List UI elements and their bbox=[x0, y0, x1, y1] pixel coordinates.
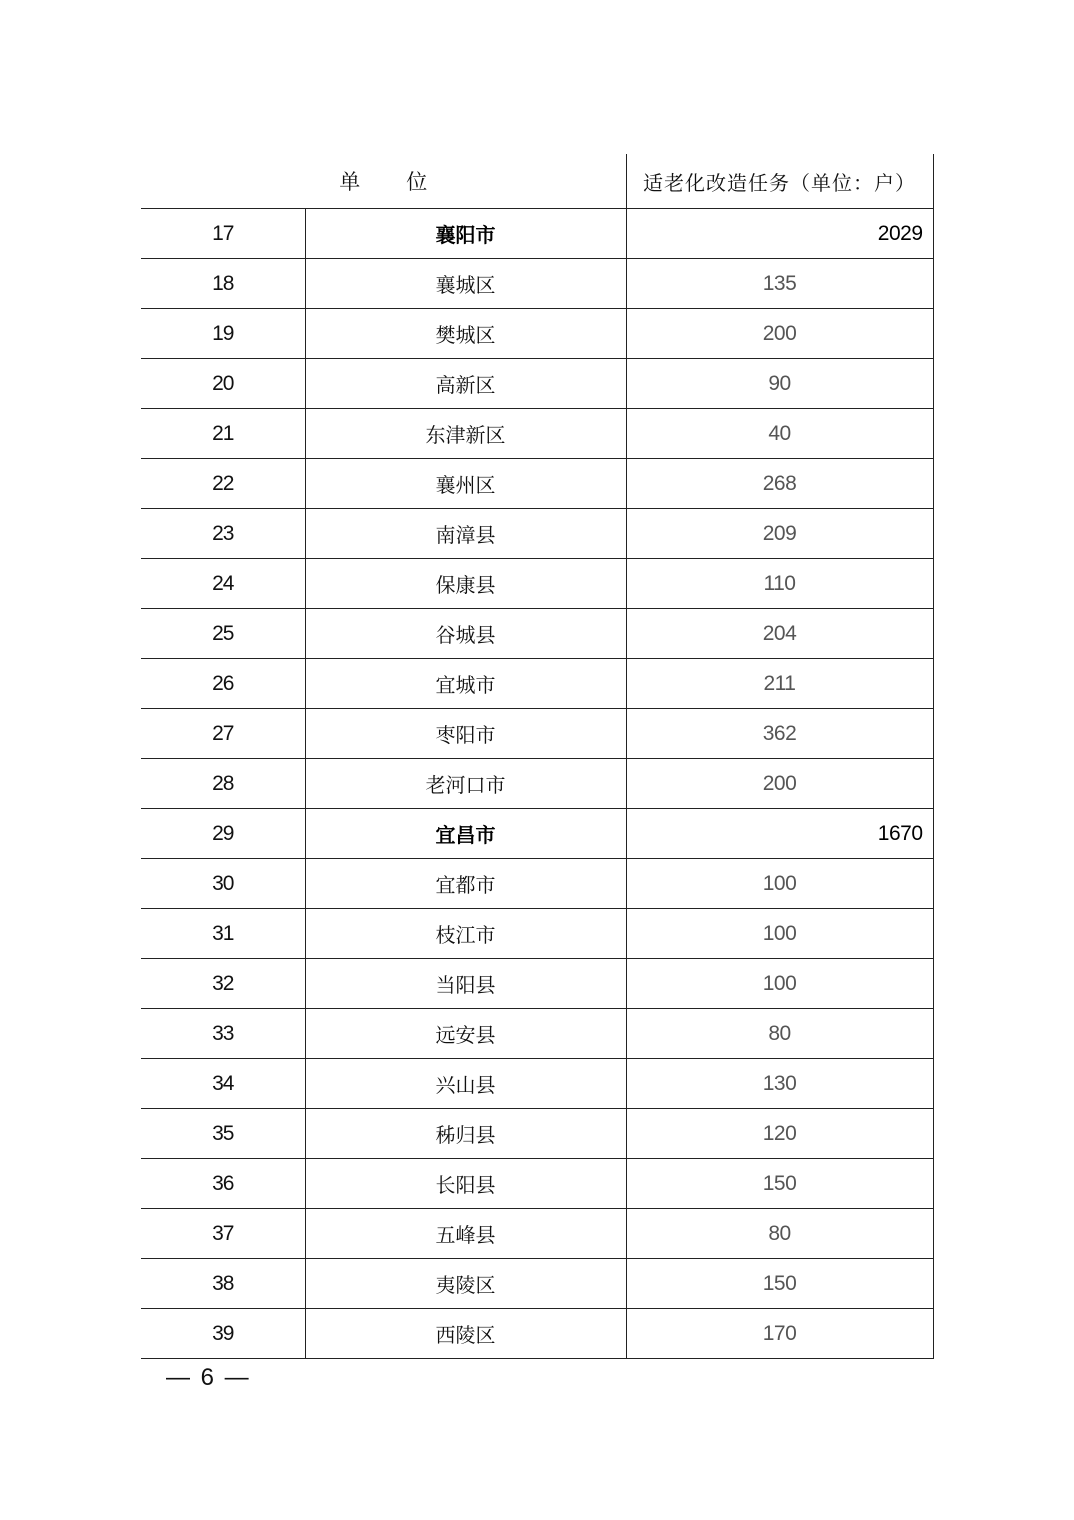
task-value-cell: 170 bbox=[626, 1309, 933, 1359]
table-row bbox=[141, 1009, 933, 1059]
unit-name-cell: 高新区 bbox=[305, 359, 626, 409]
row-index-cell: 17 bbox=[141, 209, 305, 259]
row-index-cell: 29 bbox=[141, 809, 305, 859]
task-value-cell: 80 bbox=[626, 1009, 933, 1059]
task-value-cell: 211 bbox=[626, 659, 933, 709]
table-row bbox=[141, 259, 933, 309]
task-value-cell: 204 bbox=[626, 609, 933, 659]
unit-name-cell: 东津新区 bbox=[305, 409, 626, 459]
table-row bbox=[141, 1209, 933, 1259]
task-value-cell: 1670 bbox=[626, 809, 933, 859]
table-row bbox=[141, 859, 933, 909]
unit-name-cell: 樊城区 bbox=[305, 309, 626, 359]
unit-name-cell: 宜城市 bbox=[305, 659, 626, 709]
table-row bbox=[141, 609, 933, 659]
row-index-cell: 39 bbox=[141, 1309, 305, 1359]
task-value-cell: 100 bbox=[626, 859, 933, 909]
table-row bbox=[141, 359, 933, 409]
unit-name-cell: 五峰县 bbox=[305, 1209, 626, 1259]
unit-name-cell: 谷城县 bbox=[305, 609, 626, 659]
task-value-cell: 100 bbox=[626, 909, 933, 959]
task-value-cell: 150 bbox=[626, 1159, 933, 1209]
row-index-cell: 32 bbox=[141, 959, 305, 1009]
task-value-cell: 135 bbox=[626, 259, 933, 309]
unit-name-cell: 襄城区 bbox=[305, 259, 626, 309]
table-header-row bbox=[141, 154, 933, 209]
row-index-cell: 37 bbox=[141, 1209, 305, 1259]
task-value-cell: 362 bbox=[626, 709, 933, 759]
row-index-cell: 18 bbox=[141, 259, 305, 309]
city-subtotal-row bbox=[141, 809, 933, 859]
table-row bbox=[141, 309, 933, 359]
task-value-cell: 2029 bbox=[626, 209, 933, 259]
task-value-cell: 110 bbox=[626, 559, 933, 609]
task-value-cell: 200 bbox=[626, 759, 933, 809]
task-value-cell: 268 bbox=[626, 459, 933, 509]
row-index-cell: 38 bbox=[141, 1259, 305, 1309]
row-index-cell: 24 bbox=[141, 559, 305, 609]
unit-name-cell: 保康县 bbox=[305, 559, 626, 609]
row-index-cell: 23 bbox=[141, 509, 305, 559]
task-value-cell: 200 bbox=[626, 309, 933, 359]
table-body bbox=[141, 209, 933, 1359]
unit-name-cell: 当阳县 bbox=[305, 959, 626, 1009]
table-row bbox=[141, 1309, 933, 1359]
task-column-header: 适老化改造任务（单位：户） bbox=[626, 154, 933, 209]
task-value-cell: 209 bbox=[626, 509, 933, 559]
table-row bbox=[141, 659, 933, 709]
unit-name-cell: 襄阳市 bbox=[305, 209, 626, 259]
task-value-cell: 80 bbox=[626, 1209, 933, 1259]
table-row bbox=[141, 1059, 933, 1109]
table-row bbox=[141, 759, 933, 809]
row-index-cell: 28 bbox=[141, 759, 305, 809]
row-index-cell: 22 bbox=[141, 459, 305, 509]
table-row bbox=[141, 909, 933, 959]
task-value-cell: 90 bbox=[626, 359, 933, 409]
row-index-cell: 36 bbox=[141, 1159, 305, 1209]
table-row bbox=[141, 509, 933, 559]
table-row bbox=[141, 459, 933, 509]
unit-name-cell: 西陵区 bbox=[305, 1309, 626, 1359]
unit-name-cell: 老河口市 bbox=[305, 759, 626, 809]
unit-name-cell: 宜昌市 bbox=[305, 809, 626, 859]
row-index-cell: 20 bbox=[141, 359, 305, 409]
row-index-cell: 26 bbox=[141, 659, 305, 709]
unit-header-part1: 单 bbox=[339, 170, 361, 194]
table-row bbox=[141, 1259, 933, 1309]
task-value-cell: 120 bbox=[626, 1109, 933, 1159]
unit-name-cell: 远安县 bbox=[305, 1009, 626, 1059]
unit-header-part2: 位 bbox=[406, 170, 428, 194]
row-index-cell: 19 bbox=[141, 309, 305, 359]
city-subtotal-row bbox=[141, 209, 933, 259]
unit-name-cell: 宜都市 bbox=[305, 859, 626, 909]
row-index-cell: 33 bbox=[141, 1009, 305, 1059]
unit-name-cell: 秭归县 bbox=[305, 1109, 626, 1159]
row-index-cell: 35 bbox=[141, 1109, 305, 1159]
row-index-cell: 25 bbox=[141, 609, 305, 659]
unit-name-cell: 襄州区 bbox=[305, 459, 626, 509]
unit-name-cell: 枣阳市 bbox=[305, 709, 626, 759]
table-row bbox=[141, 409, 933, 459]
unit-name-cell: 南漳县 bbox=[305, 509, 626, 559]
table-row bbox=[141, 1109, 933, 1159]
task-value-cell: 40 bbox=[626, 409, 933, 459]
row-index-cell: 31 bbox=[141, 909, 305, 959]
unit-name-cell: 枝江市 bbox=[305, 909, 626, 959]
unit-name-cell: 长阳县 bbox=[305, 1159, 626, 1209]
row-index-cell: 27 bbox=[141, 709, 305, 759]
task-value-cell: 130 bbox=[626, 1059, 933, 1109]
unit-name-cell: 兴山县 bbox=[305, 1059, 626, 1109]
row-index-cell: 34 bbox=[141, 1059, 305, 1109]
row-index-cell: 30 bbox=[141, 859, 305, 909]
row-index-cell: 21 bbox=[141, 409, 305, 459]
unit-column-header bbox=[141, 154, 626, 209]
table-row bbox=[141, 709, 933, 759]
table-row bbox=[141, 959, 933, 1009]
task-value-cell: 150 bbox=[626, 1259, 933, 1309]
renovation-task-table bbox=[141, 154, 934, 1359]
unit-name-cell: 夷陵区 bbox=[305, 1259, 626, 1309]
table-row bbox=[141, 1159, 933, 1209]
table-row bbox=[141, 559, 933, 609]
page-number: — 6 — bbox=[166, 1364, 251, 1391]
task-value-cell: 100 bbox=[626, 959, 933, 1009]
